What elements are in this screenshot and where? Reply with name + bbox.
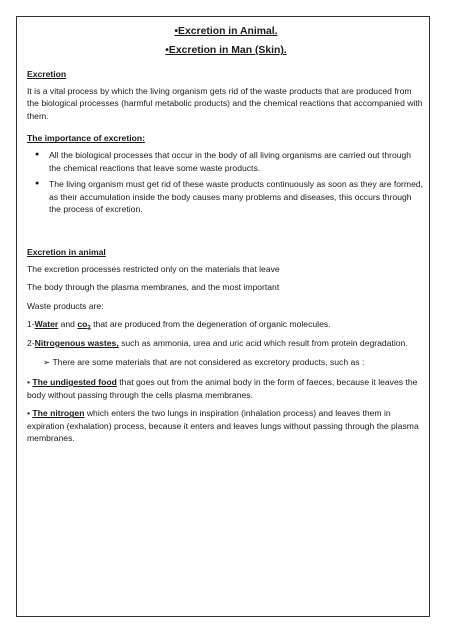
animal-paragraph-2: The body through the plasma membranes, and the most important	[27, 282, 280, 293]
importance-item-1: ● All the biological processes that occur in the body of all living organisms are carried out through the chemical reactions that leave some waste products.	[49, 149, 425, 174]
waste-item-water	[27, 318, 425, 331]
waste-item-nitrogenous	[27, 337, 425, 350]
heading-excretion-in-animal: Excretion in animal	[27, 246, 106, 257]
undigested-food-description: that goes out from the animal body in the form of faeces, because it leaves the body without passing through the cells plasma membranes.	[27, 377, 418, 400]
excretion-definition: It is a vital process by which the living organism gets rid of the waste products that are produced from the biological processes (harmful metabolic products) and the chemical reactions that accompanied with them.	[27, 85, 423, 121]
importance-item-2: ● The living organism must get rid of these waste products continuously as soon as they are formed, as their accumulation inside the body causes many problems and diseases, this occurs through the process of excretion.	[49, 178, 425, 216]
water-description: that are produced from the degeneration of organic molecules.	[90, 319, 331, 330]
nitrogenous-term: Nitrogenous wastes,	[34, 337, 119, 348]
item-number: 1-	[27, 319, 35, 330]
water-term: Water	[34, 319, 59, 330]
title-excretion-in-man: •Excretion in Man (Skin).	[165, 45, 287, 56]
nitrogen-term: The nitrogen	[32, 408, 85, 419]
animal-paragraph-1: The excretion processes restricted only on the materials that leave	[27, 263, 280, 274]
heading-excretion: Excretion	[27, 69, 67, 79]
co-subscript: 2	[87, 326, 91, 333]
non-excretory-text: There are some materials that are not considered as excretory products, such as :	[52, 356, 365, 367]
title-excretion-in-animal: •Excretion in Animal.	[174, 26, 278, 37]
co2-term	[77, 319, 91, 333]
non-excretory-intro	[27, 356, 425, 369]
conjunction: and	[58, 319, 78, 330]
page-content	[27, 24, 425, 451]
nitrogenous-description: such as ammonia, urea and uric acid which result from protein degradation.	[118, 337, 408, 348]
heading-importance: The importance of excretion:	[27, 133, 145, 144]
arrow-bullet-icon: ➢	[43, 356, 51, 367]
example-nitrogen	[27, 407, 425, 445]
nitrogen-description: which enters the two lungs in inspiration (inhalation process) and leaves them in expiration (exhalation) process, because it enters and leaves lungs without passing through the plasma membranes.	[27, 408, 419, 444]
item-number: 2-	[27, 337, 35, 348]
importance-list	[27, 149, 425, 216]
co-text: co	[77, 319, 88, 330]
bullet-icon: •	[27, 408, 31, 419]
bullet-icon: •	[27, 377, 31, 388]
undigested-food-term: The undigested food	[32, 377, 117, 388]
animal-paragraph-3: Waste products are:	[27, 300, 104, 311]
example-undigested-food	[27, 376, 425, 401]
